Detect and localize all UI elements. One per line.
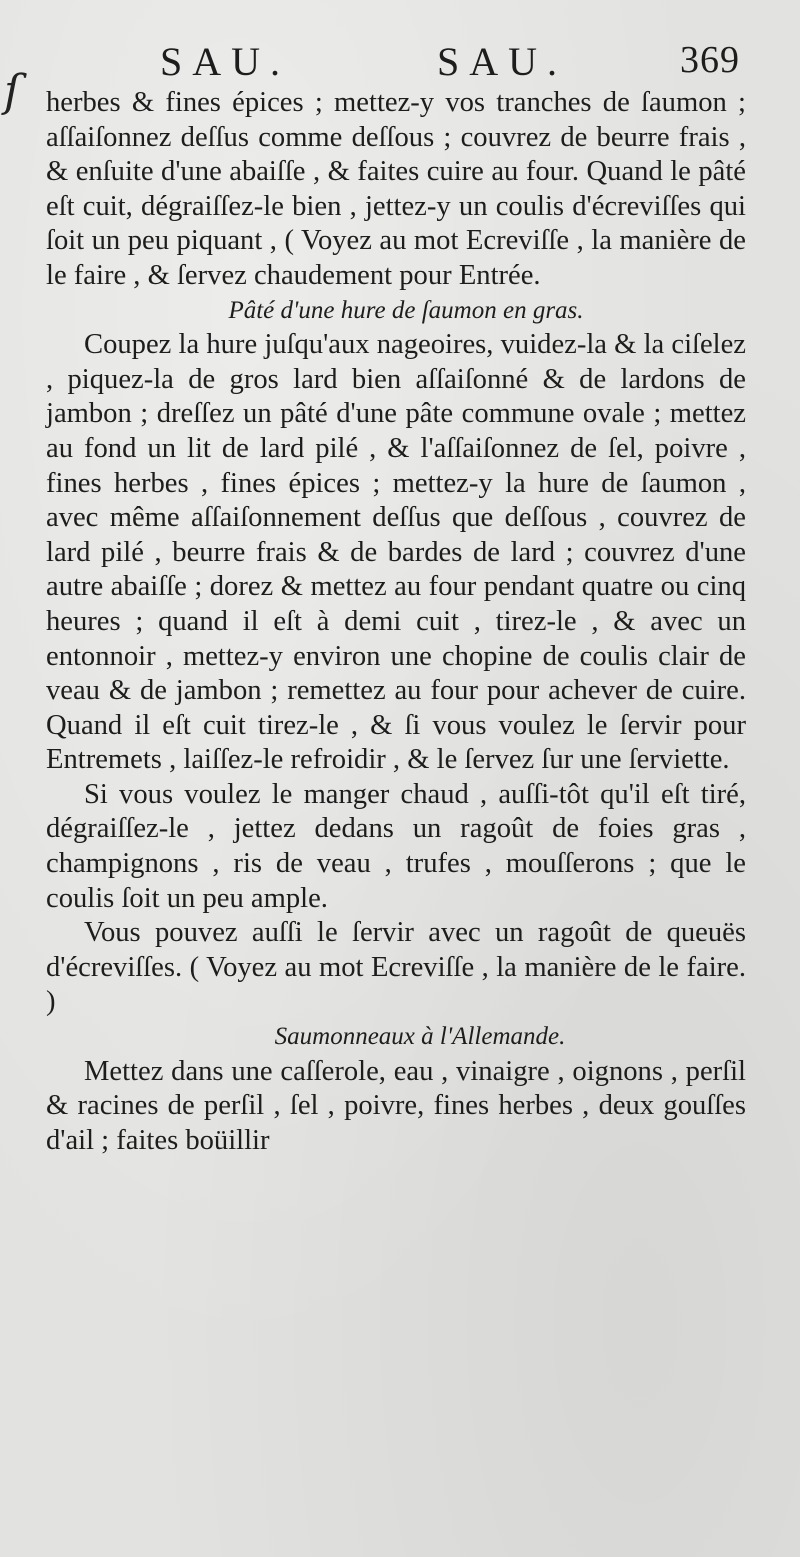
page-body <box>46 86 746 1158</box>
paragraph: Vous pouvez auſſi le ſervir avec un ragoût de queuës d'écreviſſes. ( Voyez au mot Ecreviſſe , la manière de le faire. ) <box>46 917 746 1018</box>
recipe-heading: Pâté d'une hure de ſaumon en gras. <box>228 296 584 324</box>
recipe-heading: Saumonneaux à l'Allemande. <box>274 1023 566 1051</box>
margin-mark: ſ <box>4 66 21 117</box>
paragraph: Mettez dans une caſſerole, eau , vinaigre , oignons , perſil & racines de perſil , ſel , poivre, fines herbes , deux gouſſes d'ail ; faites boüillir <box>46 1055 746 1156</box>
paragraph: Si vous voulez le manger chaud , auſſi-tôt qu'il eſt tiré, dégraiſſez-le , jettez dedans un ragoût de foies gras , champignons , ris de veau , trufes , mouſſerons ; que le coulis ſoit un peu ample. <box>46 778 746 914</box>
paragraph: herbes & fines épices ; mettez-y vos tranches de ſaumon ; aſſaiſonnez deſſus comme deſſous ; couvrez de beurre frais , & enſuite d'une abaiſſe , & faites cuire au four. Quand le pâté eſt cuit, dégraiſſez-le bien , jettez-y un coulis d'écreviſſes qui ſoit un peu piquant , ( Voyez au mot Ecreviſſe , la manière de le faire , & ſervez chaudement pour Entrée. <box>46 87 746 291</box>
header-left-title: SAU. <box>160 39 291 84</box>
paragraph: Coupez la hure juſqu'aux nageoires, vuidez-la & la ciſelez , piquez-la de gros lard bien aſſaiſonné & de lardons de jambon ; dreſſez un pâté d'une pâte commune ovale ; mettez au fond un lit de lard pilé , & l'aſſaiſonnez de ſel, poivre , fines herbes , fines épices ; mettez-y la hure de ſaumon , avec même aſſaiſonnement deſſus que deſſous , couvrez de lard pilé , beurre frais & de bardes de lard ; couvrez d'une autre abaiſſe ; dorez & mettez au four pendant quatre ou cinq heures ; quand il eſt à demi cuit , tirez-le , & avec un entonnoir , mettez-y environ une chopine de coulis clair de veau & de jambon ; remettez au four pour achever de cuire. Quand il eſt cuit tirez-le , & ſi vous voulez le ſervir pour Entremets , laiſſez-le refroidir , & le ſervez ſur une ſerviette. <box>46 329 746 776</box>
page-number: 369 <box>680 39 740 81</box>
header-right-title: SAU. <box>437 39 568 84</box>
